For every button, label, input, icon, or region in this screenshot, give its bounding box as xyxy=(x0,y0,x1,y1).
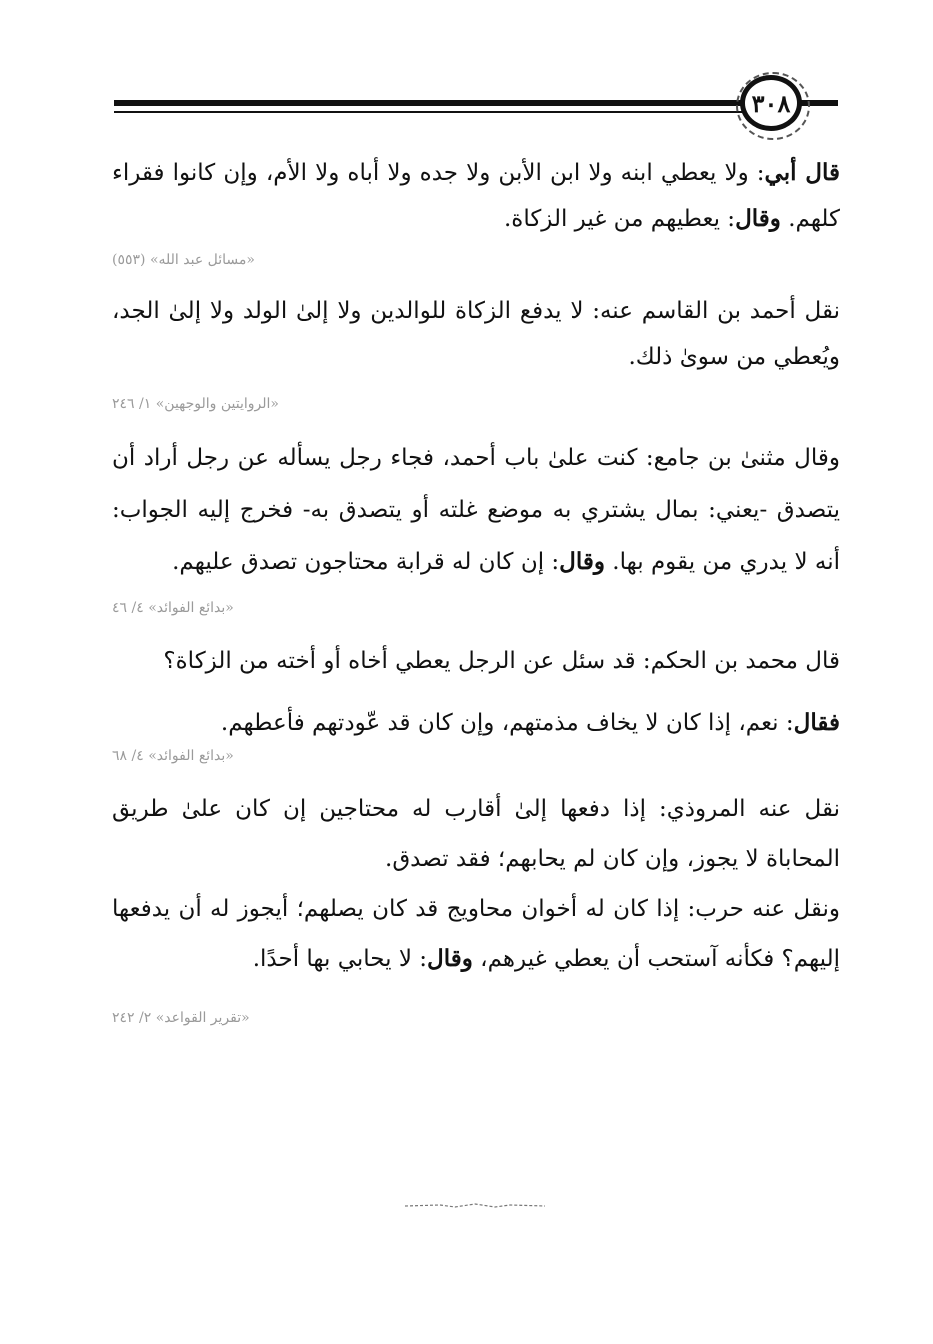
paragraph-1 xyxy=(112,150,840,242)
section-end-ornament xyxy=(400,1202,550,1210)
paragraph-4-text: قال محمد بن الحكم: قد سئل عن الرجل يعطي أخاه أو أخته من الزكاة؟ xyxy=(163,648,840,674)
paragraph-1-text-2: : يعطيهم من غير الزكاة. xyxy=(503,206,736,232)
paragraph-7-lead-2: وقال xyxy=(427,945,473,972)
paragraph-1-text: : ولا يعطي ابنه ولا ابن الأبن ولا جده ولا أباه ولا الأم، وإن كانوا فقراء كلهم. xyxy=(112,160,840,232)
paragraph-1-lead: قال أبي xyxy=(764,159,840,186)
page-number: ٣٠٨ xyxy=(751,88,791,118)
source-citation-5: «بدائع الفوائد» ٤/ ٦٨ xyxy=(112,748,234,764)
paragraph-7 xyxy=(112,884,840,984)
paragraph-3-text: وقال مثنىٰ بن جامع: كنت علىٰ باب أحمد، فجاء رجل يسأله عن رجل أراد أن يتصدق -يعني: بمال يشتري به موضع غلته أو يتصدق به- فخرج إليه الجواب: أنه لا يدري من يقوم بها. xyxy=(112,445,840,575)
page-body xyxy=(112,150,840,1046)
source-citation-3: «بدائع الفوائد» ٤/ ٤٦ xyxy=(112,600,234,616)
paragraph-6-text: نقل عنه المروذي: إذا دفعها إلىٰ أقارب له محتاجين إن كان علىٰ طريق المحاباة لا يجوز، وإن كان لم يحابهم؛ فقد تصدق. xyxy=(112,796,840,872)
paragraph-3-lead-2: وقال xyxy=(559,548,605,575)
paragraph-2-text: نقل أحمد بن القاسم عنه: لا يدفع الزكاة للوالدين ولا إلىٰ الولد ولا إلىٰ الجد، ويُعطي من سوىٰ ذلك. xyxy=(112,298,840,370)
header-rule-thick xyxy=(114,100,742,106)
source-citation-2: «الروايتين والوجهين» ١/ ٢٤٦ xyxy=(112,396,279,412)
source-citation-7: «تقرير القواعد» ٢/ ٢٤٢ xyxy=(112,1010,250,1026)
paragraph-3 xyxy=(112,432,840,588)
paragraph-5-lead: فقال xyxy=(793,709,840,736)
header-rule-thin xyxy=(114,111,742,113)
paragraph-6 xyxy=(112,784,840,884)
paragraph-4 xyxy=(112,636,840,686)
paragraph-1-lead-2: وقال xyxy=(735,205,781,232)
paragraph-7-text-2: : لا يحابي بها أحدًا. xyxy=(252,946,428,972)
page-header xyxy=(0,70,933,140)
paragraph-5-text: : نعم، إذا كان لا يخاف مذمتهم، وإن كان قد عّودتهم فأعطهم. xyxy=(220,710,794,736)
paragraph-3-text-2: : إن كان له قرابة محتاجون تصدق عليهم. xyxy=(172,549,560,575)
source-citation-1: «مسائل عبد الله» (٥٥٣) xyxy=(112,252,255,268)
page-number-badge xyxy=(740,75,802,131)
paragraph-2 xyxy=(112,288,840,380)
paragraph-7-text: ونقل عنه حرب: إذا كان له أخوان محاويج قد كان يصلهم؛ أيجوز له أن يدفعها إليهم؟ فكأنه آستحب أن يعطي غيرهم، xyxy=(112,896,840,972)
paragraph-5 xyxy=(112,700,840,746)
